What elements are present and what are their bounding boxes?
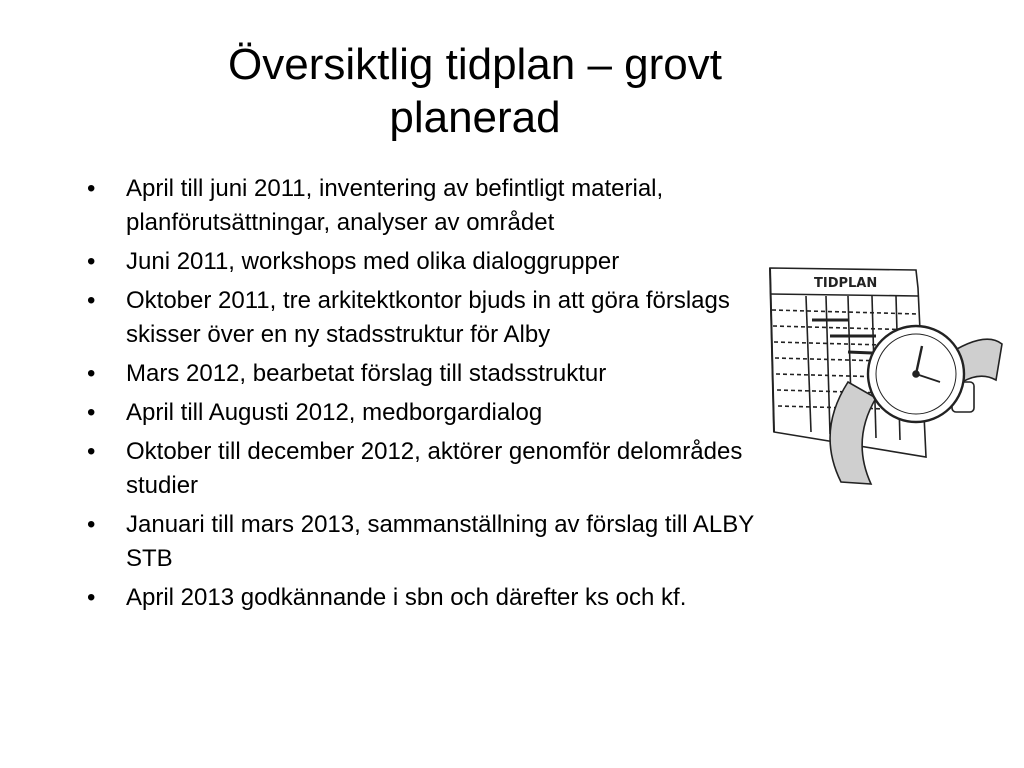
bullet-marker: • [87, 399, 96, 426]
list-item [87, 396, 807, 430]
list-item [87, 172, 807, 240]
bullet-marker: • [87, 584, 96, 611]
list-item [87, 435, 807, 503]
list-item-text: Mars 2012, bearbetat förslag till stadsstruktur [126, 360, 607, 387]
list-item-text: Januari till mars 2013, sammanställning av förslag till ALBY STB [126, 511, 754, 572]
bullet-marker: • [87, 438, 96, 465]
list-item [87, 245, 807, 279]
list-item-text: April till Augusti 2012, medborgardialog [126, 399, 543, 426]
bullet-marker: • [87, 511, 96, 538]
list-item [87, 284, 807, 352]
list-item [87, 581, 807, 615]
list-item [87, 508, 807, 576]
bullet-marker: • [87, 248, 96, 275]
list-item-text: Oktober 2011, tre arkitektkontor bjuds in att göra förslags skisser över en ny stadsstruktur för Alby [126, 287, 730, 348]
sheet-title: TIDPLAN [814, 276, 878, 291]
list-item-text: April 2013 godkännande i sbn och därefter ks och kf. [126, 584, 687, 611]
bullet-marker: • [87, 287, 96, 314]
bullet-marker: • [87, 360, 96, 387]
slide-title: Översiktlig tidplan – grovt planerad [228, 40, 722, 142]
bullet-list [87, 172, 807, 620]
list-item-text: Juni 2011, workshops med olika dialoggrupper [126, 248, 620, 275]
bullet-marker: • [87, 175, 96, 202]
schedule-illustration [756, 262, 1006, 492]
list-item-text: Oktober till december 2012, aktörer genomför delområdes studier [126, 438, 743, 499]
list-item [87, 357, 807, 391]
list-item-text: April till juni 2011, inventering av befintligt material, planförutsättningar, analyser av området [126, 175, 664, 236]
